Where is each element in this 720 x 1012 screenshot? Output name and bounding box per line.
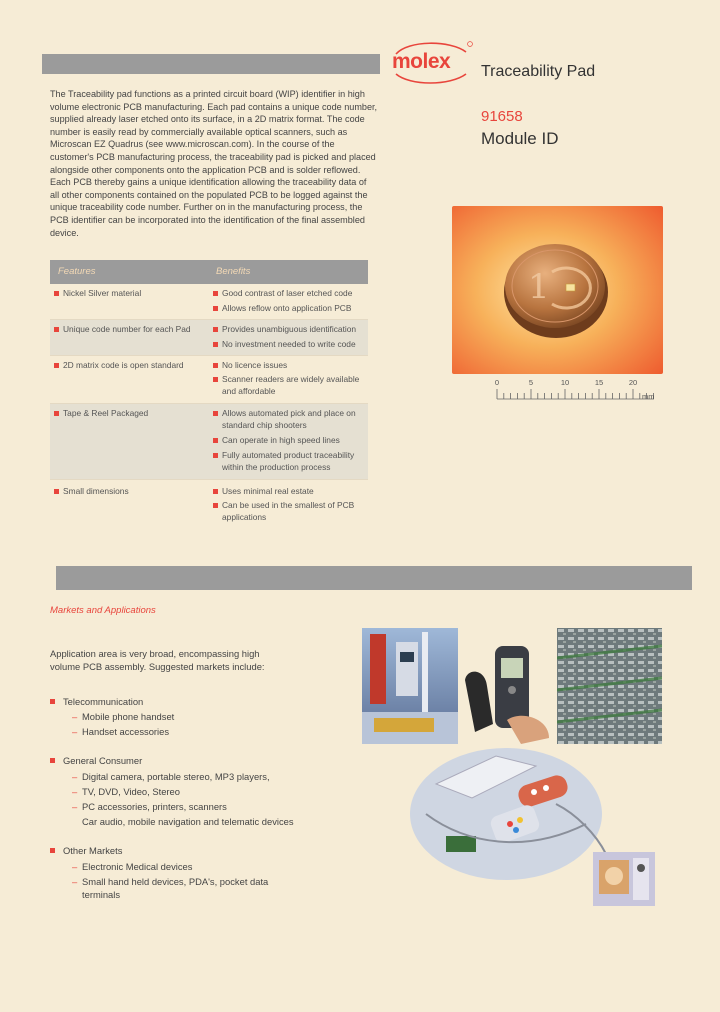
intro-paragraph: The Traceability pad functions as a printed circuit board (WIP) identifier in high volume electronic PCB manufacturing. Each pad contains a unique code number, supplied already laser etched onto its surface, in a 2D matrix format. The code number is easily read by commercially available optical scanners, such as Microscan EZ Quadrus (see www.microscan.com). In the course of the customer's PCB manufacturing process, the traceability pad is picked and placed alongside other components onto the application PCB and is solder reflowed. Each PCB thereby gains a unique identification allowing the traceability data of all other components contained on the populated PCB to be logged against the unique traceability code number. Further on in the manufacturing process, the PCB identifier can be incorporated into the identification of the final assembled device. — [50, 89, 378, 238]
ruler-label: 0 — [494, 378, 500, 387]
benefit-cell: Allows automated pick and place on standard chip shooters — [222, 408, 356, 430]
benefit-cell: Good contrast of laser etched code — [222, 288, 353, 298]
mm-ruler — [490, 376, 670, 406]
svg-text:1: 1 — [528, 267, 550, 307]
devices-photo — [406, 744, 608, 892]
category-bullet — [50, 699, 55, 704]
category-title: Telecommunication — [63, 696, 144, 707]
molex-logo — [388, 36, 474, 90]
benefit-cell: Allows reflow onto application PCB — [222, 303, 352, 313]
table-row — [50, 284, 368, 320]
section-bar — [56, 566, 692, 590]
header-bar — [42, 54, 380, 74]
factory-photo — [362, 628, 458, 744]
table-row — [50, 356, 368, 404]
features-header: Features — [58, 266, 96, 277]
benefits-header: Benefits — [216, 266, 251, 277]
part-number: 91658 — [481, 108, 523, 125]
category-bullet — [50, 758, 55, 763]
ruler-label: 10 — [560, 378, 570, 387]
feature-cell: Nickel Silver material — [63, 288, 142, 298]
category-item: Handset accessories — [82, 726, 170, 737]
markets-title: Markets and Applications — [50, 605, 156, 616]
table-row — [50, 404, 368, 480]
pcb-photo — [557, 628, 662, 744]
benefit-cell: No investment needed to write code — [222, 339, 356, 349]
feature-cell: Tape & Reel Packaged — [63, 408, 149, 418]
feature-cell: Unique code number for each Pad — [63, 324, 191, 334]
category-title: General Consumer — [63, 755, 143, 766]
module-label: Module ID — [481, 129, 559, 148]
ruler-label: 5 — [528, 378, 534, 387]
ruler-label: 15 — [594, 378, 604, 387]
category-item: Digital camera, portable stereo, MP3 players, — [82, 771, 270, 782]
table-header — [50, 260, 368, 284]
benefit-cell: Scanner readers are widely available and affordable — [222, 374, 360, 396]
table-row — [50, 480, 368, 526]
markets-intro: Application area is very broad, encompassing high volume PCB assembly. Suggested markets include: — [50, 648, 265, 672]
category-item: Mobile phone handset — [82, 711, 175, 722]
features-benefits-table — [50, 260, 368, 526]
category-item: TV, DVD, Video, Stereo — [82, 786, 180, 797]
camera-photo — [593, 852, 655, 906]
benefit-cell: Fully automated product traceability within the production process — [222, 450, 355, 472]
category-item: Car audio, mobile navigation and telematic devices — [82, 816, 294, 827]
benefit-cell: Can operate in high speed lines — [222, 435, 340, 445]
table-row — [50, 320, 368, 356]
ruler-label: 20 — [628, 378, 638, 387]
benefit-cell: Uses minimal real estate — [222, 486, 314, 496]
category-item: PC accessories, printers, scanners — [82, 801, 227, 812]
benefit-cell: Can be used in the smallest of PCB applications — [222, 500, 355, 522]
category-bullet — [50, 848, 55, 853]
coin-photo — [452, 206, 663, 374]
category-item: Small hand held devices, PDA's, pocket data terminals — [82, 876, 269, 900]
feature-cell: 2D matrix code is open standard — [63, 360, 184, 370]
product-title: Traceability Pad — [481, 63, 596, 80]
ruler-unit: mm — [642, 392, 655, 401]
feature-cell: Small dimensions — [63, 486, 129, 496]
category-item: Electronic Medical devices — [82, 861, 193, 872]
benefit-cell: Provides unambiguous identification — [222, 324, 357, 334]
category-title: Other Markets — [63, 845, 123, 856]
benefit-cell: No licence issues — [222, 360, 288, 370]
phone-photo — [461, 628, 554, 744]
brand-name: molex — [392, 50, 451, 73]
